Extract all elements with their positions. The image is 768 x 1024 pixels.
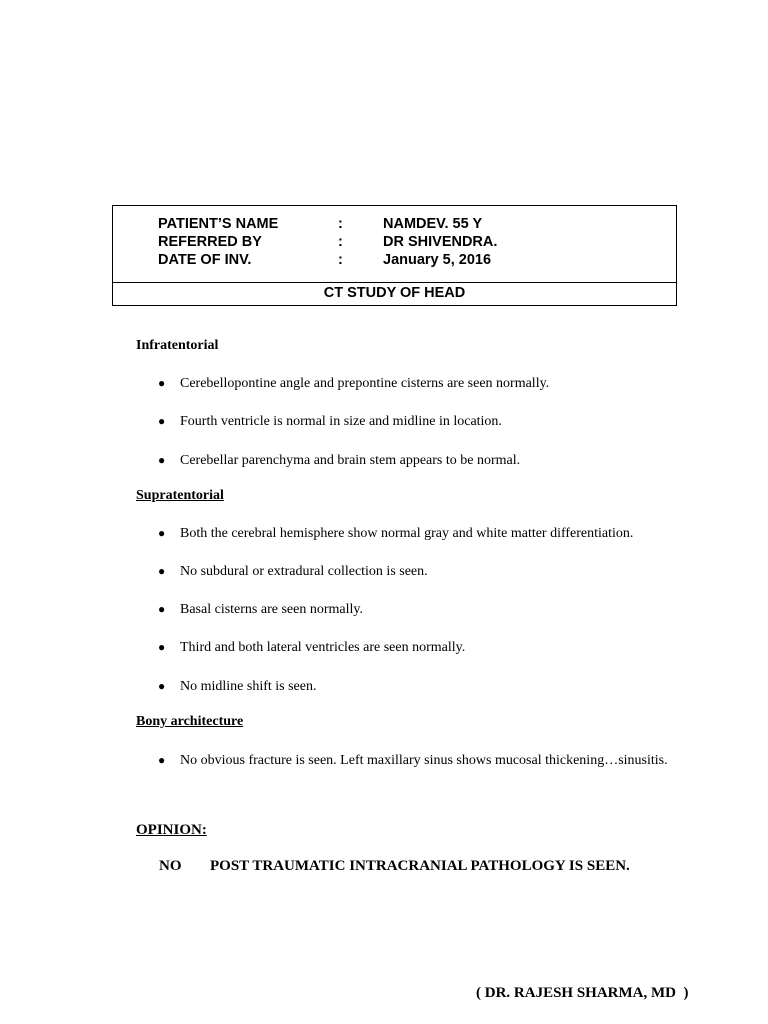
opinion-prefix: NO: [159, 858, 182, 874]
list-item-text: No obvious fracture is seen. Left maxillary sinus shows mucosal thickening…sinusitis.: [180, 753, 668, 768]
report-header-box: [112, 205, 677, 306]
list-item: [158, 524, 633, 543]
bullet-icon: ●: [158, 602, 166, 616]
bullet-icon: ●: [158, 640, 166, 654]
list-item-text: Fourth ventricle is normal in size and midline in location.: [180, 414, 502, 429]
bullet-icon: ●: [158, 414, 166, 428]
opinion-heading: OPINION:: [136, 822, 207, 838]
list-item: [158, 751, 700, 770]
bullet-icon: ●: [158, 753, 166, 767]
list-item-text: No subdural or extradural collection is seen.: [180, 564, 428, 579]
opinion-conclusion: [159, 858, 630, 875]
list-item-text: Cerebellar parenchyma and brain stem appears to be normal.: [180, 453, 521, 468]
list-item: [158, 562, 428, 581]
study-title: CT STUDY OF HEAD: [323, 285, 466, 301]
list-item-text: Basal cisterns are seen normally.: [180, 602, 363, 617]
referred-by-label: REFERRED BY: [158, 234, 262, 250]
patient-name-row: [158, 215, 497, 233]
list-item: [158, 638, 465, 657]
list-item-text: Both the cerebral hemisphere show normal gray and white matter differentiation.: [180, 526, 634, 541]
section-heading-supratentorial: Supratentorial: [136, 488, 224, 503]
doctor-signature: ( DR. RAJESH SHARMA, MD ): [476, 985, 689, 1001]
list-item-text: Cerebellopontine angle and prepontine cisterns are seen normally.: [180, 376, 550, 391]
header-divider: [113, 282, 676, 283]
date-label: DATE OF INV.: [158, 252, 252, 268]
date-separator: :: [338, 252, 343, 268]
bullet-icon: ●: [158, 453, 166, 467]
bullet-icon: ●: [158, 564, 166, 578]
date-value: January 5, 2016: [383, 252, 492, 268]
patient-name-label: PATIENT’S NAME: [158, 216, 279, 232]
list-item: [158, 412, 502, 431]
patient-name-value: NAMDEV. 55 Y: [383, 216, 483, 232]
patient-name-separator: :: [338, 216, 343, 232]
referred-by-value: DR SHIVENDRA.: [383, 234, 498, 250]
list-item: [158, 600, 363, 619]
list-item: [158, 451, 520, 470]
referred-by-separator: :: [338, 234, 343, 250]
bullet-icon: ●: [158, 679, 166, 693]
list-item: [158, 677, 317, 696]
bullet-icon: ●: [158, 526, 166, 540]
date-row: [158, 251, 497, 269]
section-heading-infratentorial: Infratentorial: [136, 338, 219, 353]
list-item-text: Third and both lateral ventricles are seen normally.: [180, 640, 466, 655]
list-item-text: No midline shift is seen.: [180, 679, 317, 694]
referred-by-row: [158, 233, 497, 251]
patient-info: [158, 215, 497, 269]
list-item: [158, 374, 549, 393]
opinion-text: POST TRAUMATIC INTRACRANIAL PATHOLOGY IS SEEN.: [210, 858, 630, 874]
bullet-icon: ●: [158, 376, 166, 390]
section-heading-bony-architecture: Bony architecture: [136, 714, 244, 729]
